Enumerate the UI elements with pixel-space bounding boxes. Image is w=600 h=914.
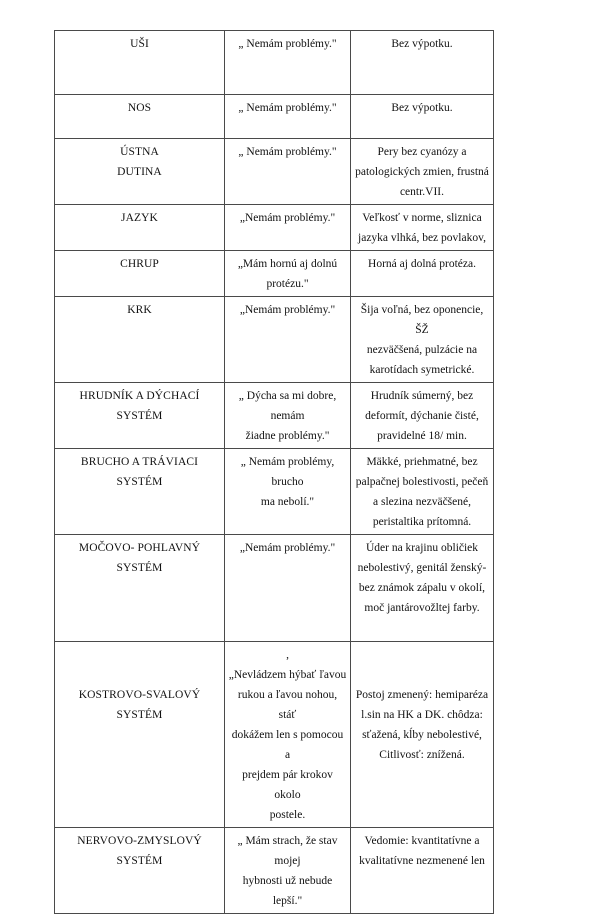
finding-cell xyxy=(351,828,494,914)
clinical-finding: Mäkké, priehmatné, bez palpačnej bolestivosti, pečeň a slezina nezväčšené, peristaltika prítomná. xyxy=(355,456,489,528)
system-cell xyxy=(55,383,225,449)
system-label: UŠI xyxy=(130,38,149,50)
system-label: JAZYK xyxy=(121,212,158,224)
table-row xyxy=(55,139,494,205)
patient-statement: „ Nemám problémy." xyxy=(238,102,337,114)
table-row xyxy=(55,31,494,95)
system-cell xyxy=(55,251,225,297)
system-label: MOČOVO- POHLAVNÝ SYSTÉM xyxy=(78,542,201,574)
clinical-finding: Vedomie: kvantitatívne a kvalitatívne nezmenené len xyxy=(359,835,485,867)
table-row xyxy=(55,383,494,449)
patient-statement: „ Nemám problémy." xyxy=(238,146,337,158)
statement-cell xyxy=(225,297,351,383)
system-label: NOS xyxy=(127,102,152,114)
assessment-table xyxy=(54,30,494,914)
table-row xyxy=(55,297,494,383)
finding-cell xyxy=(351,297,494,383)
finding-cell xyxy=(351,251,494,297)
system-label: KOSTROVO-SVALOVÝ SYSTÉM xyxy=(78,689,201,721)
clinical-finding: Pery bez cyanózy a patologických zmien, frustná centr.VII. xyxy=(355,146,489,198)
statement-cell xyxy=(225,449,351,535)
patient-statement: „Nemám problémy." xyxy=(239,542,336,554)
finding-cell xyxy=(351,449,494,535)
clinical-finding: Úder na krajinu obličiek nebolestivý, genitál ženský- bez známok zápalu v okolí, moč jantárovožltej farby. xyxy=(357,542,487,614)
table-row xyxy=(55,535,494,642)
table-row xyxy=(55,828,494,914)
statement-cell xyxy=(225,383,351,449)
finding-cell xyxy=(351,31,494,95)
table-row xyxy=(55,251,494,297)
patient-statement: „ Nemám problémy, brucho ma nebolí." xyxy=(240,456,335,508)
system-cell xyxy=(55,31,225,95)
patient-statement: „ Mám strach, že stav mojej hybnosti už nebude lepší." xyxy=(237,835,338,907)
clinical-finding: Horná aj dolná protéza. xyxy=(368,258,476,270)
system-label: KRK xyxy=(127,304,152,316)
system-cell xyxy=(55,95,225,139)
table-row xyxy=(55,449,494,535)
clinical-finding: Veľkosť v norme, sliznica jazyka vlhká, bez povlakov, xyxy=(358,212,486,244)
statement-cell xyxy=(225,139,351,205)
system-cell xyxy=(55,205,225,251)
statement-cell xyxy=(225,31,351,95)
finding-cell xyxy=(351,95,494,139)
patient-statement: „Mám hornú aj dolnú protézu." xyxy=(237,258,338,290)
patient-statement: , „Nevládzem hýbať ľavou rukou a ľavou nohou, stáť dokážem len s pomocou a prejdem pár krokov okolo postele. xyxy=(228,649,347,821)
table-row xyxy=(55,205,494,251)
system-label: BRUCHO A TRÁVIACI SYSTÉM xyxy=(80,456,199,488)
system-label: NERVOVO-ZMYSLOVÝ SYSTÉM xyxy=(77,835,202,867)
statement-cell xyxy=(225,828,351,914)
system-cell xyxy=(55,535,225,642)
patient-statement: „Nemám problémy." xyxy=(239,304,336,316)
system-cell xyxy=(55,139,225,205)
table-row xyxy=(55,95,494,139)
statement-cell xyxy=(225,205,351,251)
patient-statement: „ Nemám problémy." xyxy=(238,38,337,50)
system-label: CHRUP xyxy=(120,258,159,270)
system-label: ÚSTNA DUTINA xyxy=(117,146,162,178)
finding-cell xyxy=(351,205,494,251)
clinical-finding: Postoj zmenený: hemiparéza l.sin na HK a DK. chôdza: sťažená, kĺby nebolestivé, Citlivosť: znížená. xyxy=(355,689,489,761)
finding-cell xyxy=(351,383,494,449)
system-cell xyxy=(55,449,225,535)
system-label: HRUDNÍK A DÝCHACÍ SYSTÉM xyxy=(79,390,200,422)
system-cell xyxy=(55,828,225,914)
finding-cell xyxy=(351,139,494,205)
statement-cell xyxy=(225,251,351,297)
finding-cell xyxy=(351,535,494,642)
statement-cell xyxy=(225,535,351,642)
patient-statement: „ Dýcha sa mi dobre, nemám žiadne problémy." xyxy=(238,390,337,442)
clinical-finding: Bez výpotku. xyxy=(391,38,453,50)
statement-cell xyxy=(225,95,351,139)
system-cell xyxy=(55,297,225,383)
clinical-finding: Hrudník súmerný, bez deformít, dýchanie čisté, pravidelné 18/ min. xyxy=(365,390,479,442)
clinical-finding: Šija voľná, bez oponencie, ŠŽ nezväčšená, pulzácie na karotídach symetrické. xyxy=(360,304,484,376)
patient-statement: „Nemám problémy." xyxy=(239,212,336,224)
clinical-finding: Bez výpotku. xyxy=(391,102,453,114)
